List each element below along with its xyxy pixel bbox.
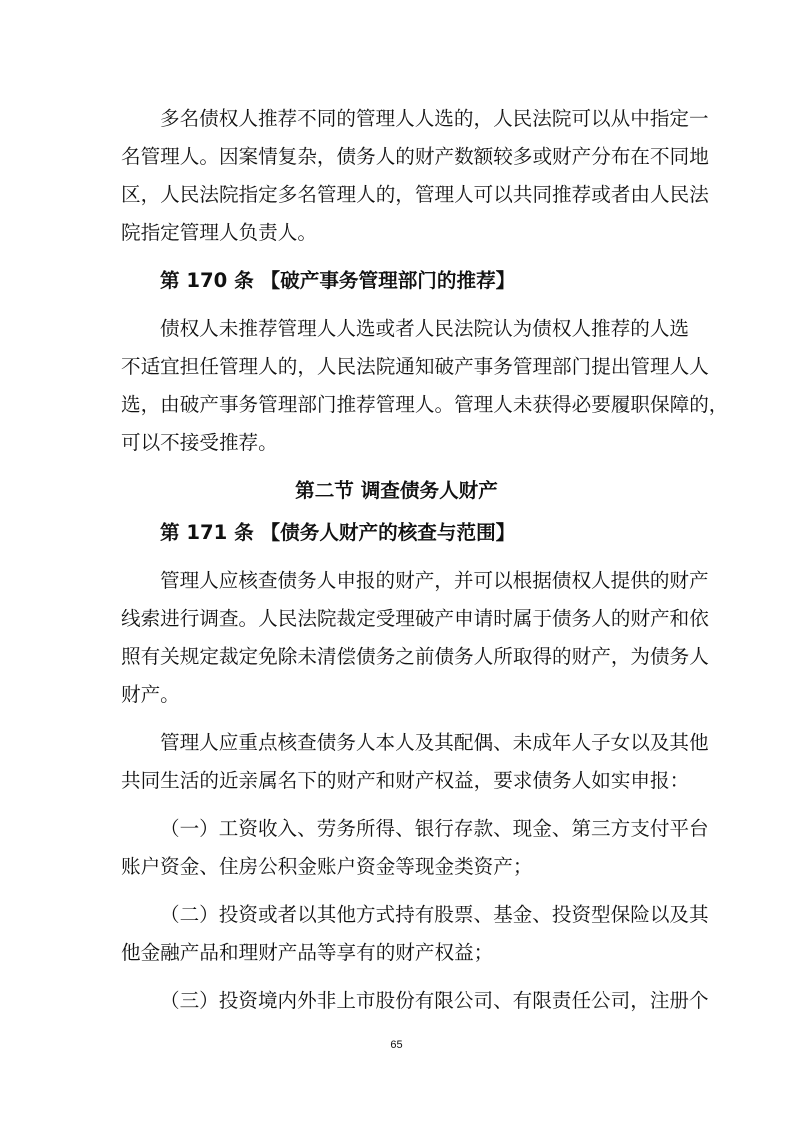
paragraph-line: 区，人民法院指定多名管理人的，管理人可以共同推荐或者由人民法 — [121, 183, 709, 206]
list-item-line: （一）工资收入、劳务所得、银行存款、现金、第三方支付平台 — [160, 817, 709, 840]
list-item-line: 账户资金、住房公积金账户资金等现金类资产； — [121, 855, 533, 878]
paragraph-line: 线索进行调查。人民法院裁定受理破产申请时属于债务人的财产和依 — [121, 607, 709, 630]
list-item-line: 他金融产品和理财产品等享有的财产权益； — [121, 941, 494, 964]
paragraph-line: 管理人应重点核查债务人本人及其配偶、未成年人子女以及其他 — [160, 731, 709, 754]
paragraph-line: 可以不接受推荐。 — [121, 431, 278, 454]
paragraph-line: 多名债权人推荐不同的管理人人选的，人民法院可以从中指定一 — [160, 107, 709, 130]
article-171-heading: 第 171 条 【债务人财产的核查与范围】 — [160, 521, 516, 544]
paragraph-line: 管理人应核查债务人申报的财产，并可以根据债权人提供的财产 — [160, 569, 709, 592]
paragraph-line: 名管理人。因案情复杂，债务人的财产数额较多或财产分布在不同地 — [121, 145, 709, 168]
paragraph-line: 债权人未推荐管理人人选或者人民法院认为债权人推荐的人选 — [160, 317, 690, 340]
page-number: 65 — [390, 1039, 403, 1051]
paragraph-line: 共同生活的近亲属名下的财产和财产权益，要求债务人如实申报： — [121, 769, 690, 792]
paragraph-line: 财产。 — [121, 683, 180, 706]
paragraph-line: 不适宜担任管理人的，人民法院通知破产事务管理部门提出管理人人 — [121, 355, 709, 378]
list-item-line: （三）投资境内外非上市股份有限公司、有限责任公司，注册个 — [160, 989, 709, 1012]
list-item-line: （二）投资或者以其他方式持有股票、基金、投资型保险以及其 — [160, 903, 709, 926]
paragraph-line: 选，由破产事务管理部门推荐管理人。管理人未获得必要履职保障的， — [121, 393, 729, 416]
section-title: 第二节 调查债务人财产 — [295, 479, 498, 502]
paragraph-line: 院指定管理人负责人。 — [121, 221, 317, 244]
paragraph-line: 照有关规定裁定免除未清偿债务之前债务人所取得的财产，为债务人 — [121, 645, 709, 668]
article-170-heading: 第 170 条 【破产事务管理部门的推荐】 — [160, 269, 516, 292]
